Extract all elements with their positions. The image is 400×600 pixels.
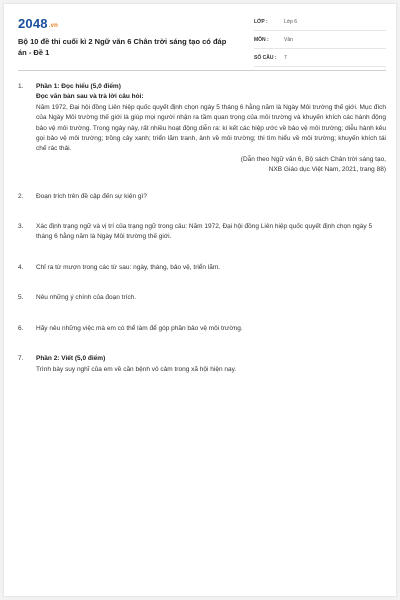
meta-value: Lớp 6 xyxy=(284,19,298,25)
question-number: 2. xyxy=(18,192,24,200)
header-divider xyxy=(18,70,386,71)
question-7 xyxy=(18,354,386,375)
site-logo[interactable] xyxy=(18,16,58,31)
question-number: 4. xyxy=(18,263,24,271)
meta-label: LỚP : xyxy=(254,19,268,25)
meta-label: MÔN : xyxy=(254,37,269,43)
meta-value: 7 xyxy=(284,55,287,61)
question-text: Hãy nêu những việc mà em có thể làm để góp phần bảo vệ môi trường. xyxy=(36,324,243,332)
question-number: 3. xyxy=(18,223,24,231)
meta-value: Văn xyxy=(284,37,293,43)
meta-row-subject xyxy=(254,34,386,49)
meta-row-class xyxy=(254,16,386,31)
meta-label: SỐ CÂU : xyxy=(254,55,277,61)
document-header xyxy=(18,16,386,62)
instruction: Đọc văn bản sau và trả lời câu hỏi: xyxy=(36,93,144,101)
source-line: (Dẫn theo Ngữ văn 6, Bộ sách Chân trời sáng tạo, xyxy=(240,155,386,163)
question-number: 6. xyxy=(18,324,24,332)
question-5 xyxy=(18,293,386,303)
question-1 xyxy=(18,82,386,176)
section-heading: Phần 1: Đọc hiểu (5,0 điểm) xyxy=(36,83,121,90)
question-text: Xác định trạng ngữ và vị trí của trạng ngữ trong câu: Năm 1972, Đại hội đồng Liên hiệp quốc quyết định chọn ngày 5 tháng 6 hằng năm là Ngày Môi trường thế giới. xyxy=(36,223,373,241)
reading-passage: Năm 1972, Đại hội đồng Liên hiệp quốc quyết định chọn ngày 5 tháng 6 hằng năm là Ngày Môi trường thế giới. Mục đích của Ngày Môi trường thế giới là giúp mọi người nhận ra tầm quan trọng của môi trường và khuyến khích các hành động bảo vệ môi trường. Trong ngày này, rất nhiều hoạt động diễn ra: kí kết các hiệp ước về bảo vệ môi trường; diễu hành kêu gọi bảo vệ môi trường; trồng cây xanh; triển lãm tranh, ảnh về môi trường; thi tìm hiểu về môi trường; khuyến khích tái chế rác thải. xyxy=(36,103,386,153)
meta-info xyxy=(254,16,386,70)
question-text: Chỉ ra từ mượn trong các từ sau: ngày, tháng, bảo vệ, triển lãm. xyxy=(36,263,221,271)
question-number: 5. xyxy=(18,294,24,302)
question-text: Đoạn trích trên đề cập đến sự kiện gì? xyxy=(36,192,147,200)
source-line: NXB Giáo dục Việt Nam, 2021, trang 88) xyxy=(268,166,386,174)
document-title: Bộ 10 đề thi cuối kì 2 Ngữ văn 6 Chân trời sáng tạo có đáp án - Đề 1 xyxy=(18,37,227,57)
question-3 xyxy=(18,222,386,243)
question-4 xyxy=(18,263,386,273)
question-number: 1. xyxy=(18,83,24,90)
section-heading: Phần 2: Viết (5,0 điểm) xyxy=(36,355,106,363)
question-2 xyxy=(18,192,386,202)
question-6 xyxy=(18,324,386,334)
question-number: 7. xyxy=(18,355,24,363)
question-body xyxy=(36,82,386,176)
meta-row-count xyxy=(254,52,386,67)
question-list xyxy=(18,82,386,375)
logo-number: 2048 xyxy=(18,16,48,31)
logo-suffix: .vn xyxy=(48,23,59,29)
question-body xyxy=(36,354,386,375)
exam-sheet xyxy=(4,4,396,596)
question-text: Nêu những ý chính của đoạn trích. xyxy=(36,294,137,302)
question-text: Trình bày suy nghĩ của em về căn bệnh vô cảm trong xã hội hiện nay. xyxy=(36,365,237,373)
